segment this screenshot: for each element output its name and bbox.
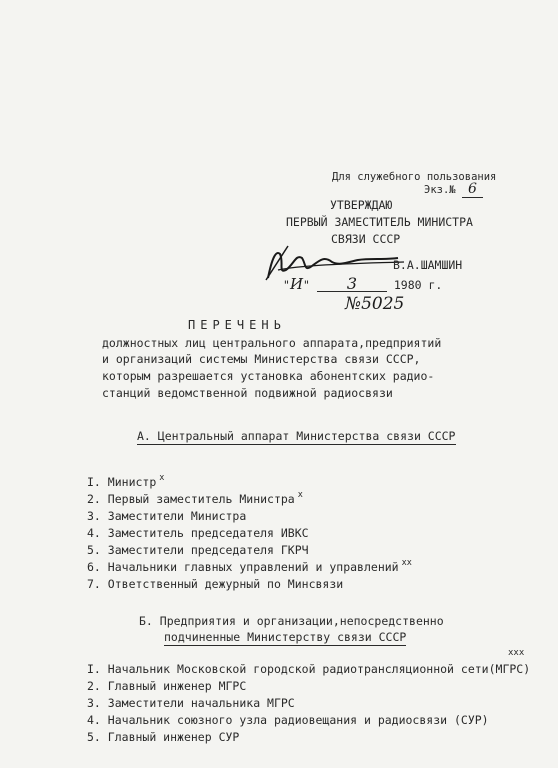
- date-day: 3: [317, 277, 387, 292]
- section-b-heading-line-1: Б. Предприятия и организации,непосредственно: [139, 614, 444, 628]
- approval-line-3: СВЯЗИ СССР: [331, 232, 401, 246]
- document-number: №5025: [345, 294, 405, 314]
- copy-number-label: [424, 182, 483, 197]
- title-line-4: станций ведомственной подвижной радиосвязи: [102, 386, 393, 400]
- section-a-heading: А. Центральный аппарат Министерства связи СССР: [137, 429, 456, 443]
- list-item: 4. Начальник союзного узла радиовещания и радиосвязи (СУР): [87, 713, 489, 727]
- list-item: 2. Первый заместитель Министра $^x$: [87, 490, 303, 506]
- title-line-2: и организаций системы Министерства связи СССР,: [102, 352, 421, 366]
- list-item: 4. Заместитель председателя ИВКС: [87, 526, 309, 540]
- classification-label: Для служебного пользования: [332, 171, 497, 183]
- list-item: I. Начальник Московской городской радиотрансляционной сети(МГРС): [87, 662, 531, 676]
- signer-name: В.А.ШАМШИН: [393, 258, 463, 272]
- list-item: 2. Главный инженер МГРС: [87, 679, 247, 693]
- copy-number: 6: [462, 181, 483, 198]
- approval-line-2: ПЕРВЫЙ ЗАМЕСТИТЕЛЬ МИНИСТРА: [286, 215, 473, 229]
- list-item: 3. Заместители Министра: [87, 509, 247, 523]
- copy-prefix: Экз.№: [424, 184, 456, 196]
- document-title: ПЕРЕЧЕНЬ: [188, 318, 286, 332]
- date-year: 1980 г.: [393, 278, 443, 292]
- date-month: И: [289, 275, 304, 293]
- list-item: 5. Заместители председателя ГКРЧ: [87, 543, 309, 557]
- list-item: 5. Главный инженер СУР: [87, 730, 240, 744]
- approval-date: "И" 3 1980 г.: [283, 274, 443, 293]
- section-b-mark: xxx: [508, 648, 525, 658]
- list-item: 3. Заместители начальника МГРС: [87, 696, 295, 710]
- approval-line-1: УТВЕРЖДАЮ: [330, 198, 393, 212]
- section-b-heading-line-2: подчиненные Министерству связи СССР: [164, 630, 407, 644]
- title-line-3: которым разрешается установка абонентских радио-: [102, 369, 435, 383]
- title-line-1: должностных лиц центрального аппарата,предприятий: [102, 336, 442, 350]
- list-item: 7. Ответственный дежурный по Минсвязи: [87, 577, 344, 591]
- list-item: I. Министр $^x$: [87, 473, 165, 489]
- list-item: 6. Начальники главных управлений и управлений $^{xx}$: [87, 558, 412, 574]
